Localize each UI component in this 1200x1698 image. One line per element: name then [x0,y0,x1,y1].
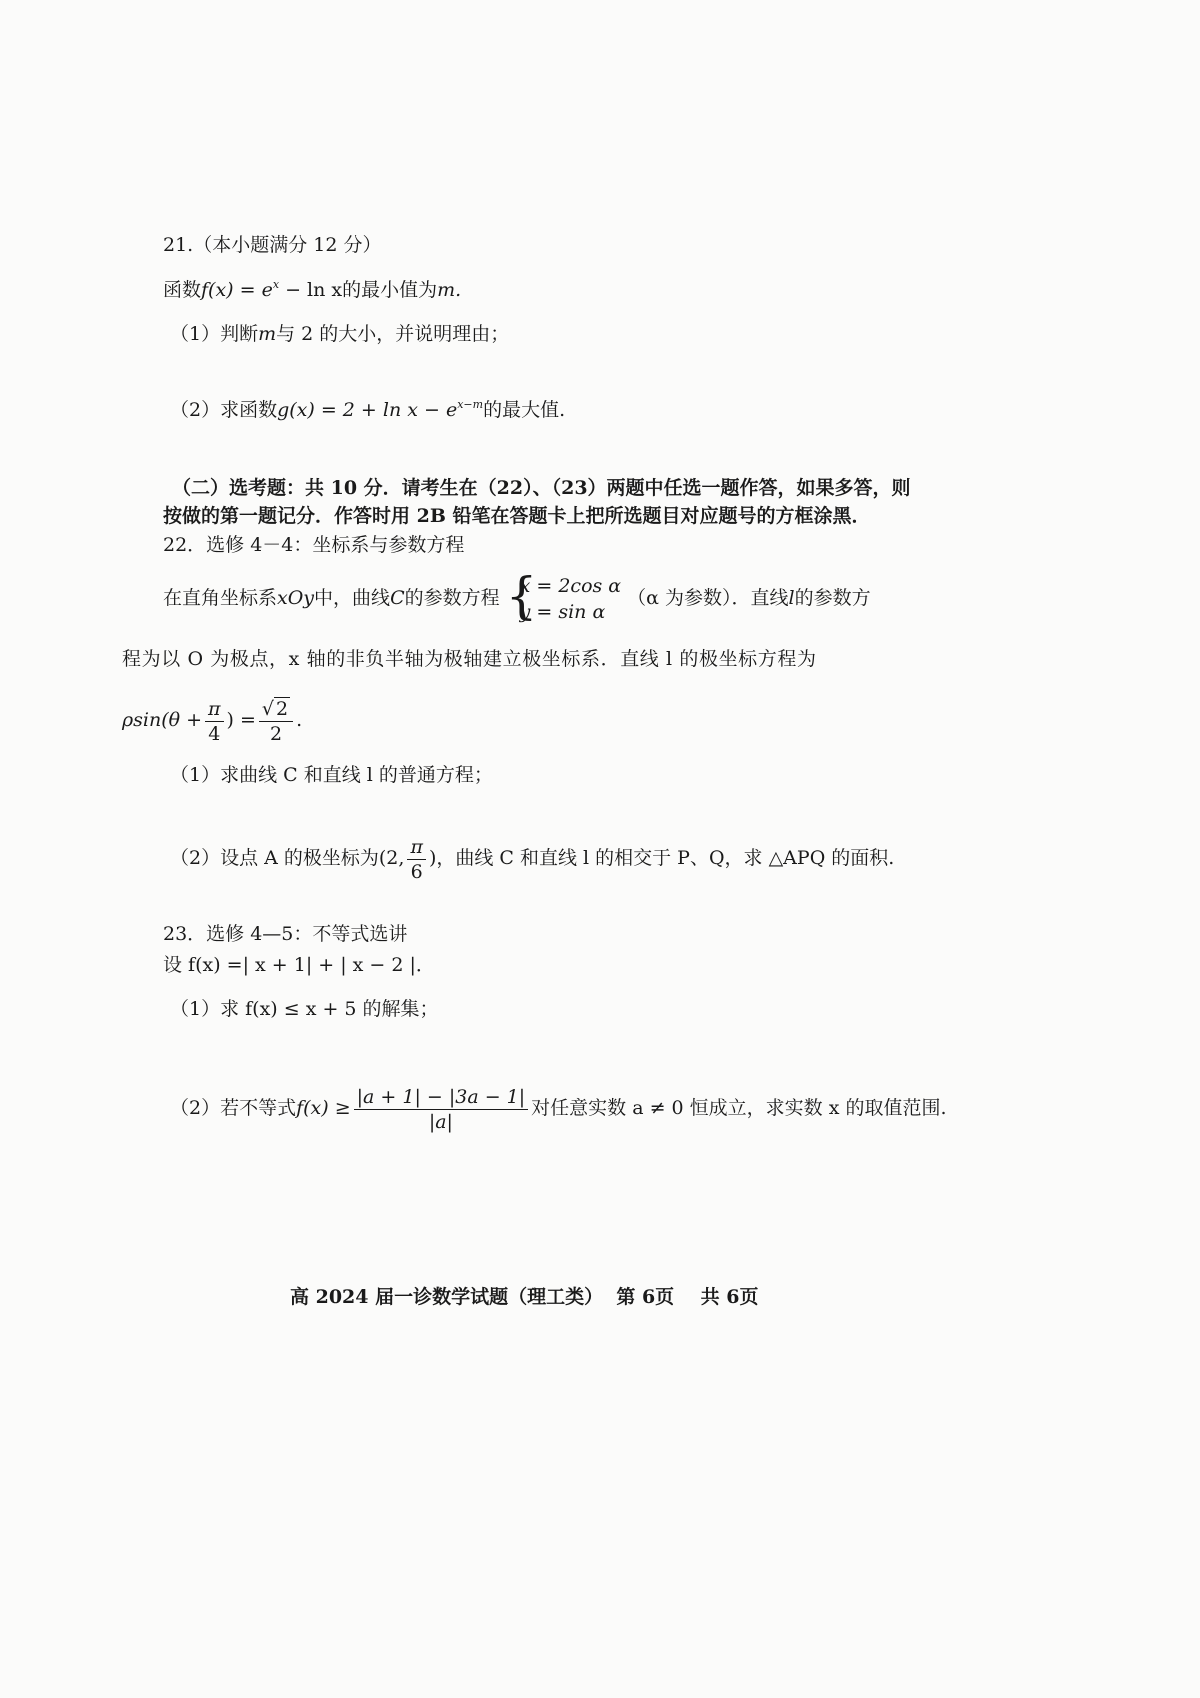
q21-part1 [170,322,509,346]
q22-parametric-system [505,567,622,625]
q21-var-m: m. [437,279,462,301]
q23-part2-a: （2）若不等式 [170,1097,297,1119]
q22-xoy: xOy [277,587,315,609]
q22-system-row1: x = 2cos α [519,575,622,597]
q21-function-g: g(x) = 2 + ln x − e [277,399,458,421]
left-brace-icon: { [505,567,538,625]
q22-part2 [170,832,894,884]
q23-part1: （1）求 f(x) ≤ x + 5 的解集； [170,998,439,1020]
q22-part2-b: ，曲线 C 和直线 l 的相交于 P、Q，求 △APQ 的面积. [436,847,895,869]
fraction-numerator: π [407,836,426,860]
q21-part1-var: m [258,323,277,345]
q22-pi-over-6 [407,836,426,883]
q22-stem-d: 的参数方程 [404,587,500,609]
q22-line-l: l [788,587,795,609]
q22-coord-close: ) [428,847,437,869]
q22-polar-lhs: ρsin(θ + [122,709,203,731]
q22-part2-a: （2）设点 A 的极坐标为 [170,847,379,869]
q22-stem-f: 的参数方 [794,587,871,609]
q22-stem-a: 在直角坐标系 [163,587,278,609]
q21-part2-suffix: 的最大值. [483,399,566,421]
sqrt-icon: √ [261,697,275,720]
q22-stem-e: （α 为参数）．直线 [627,587,789,609]
fraction-denominator: 4 [208,722,221,745]
q22-curve-c: C [390,587,405,609]
q23-header: 23．选修 4—5：不等式选讲 [163,923,408,945]
q22-system-row2: y = sin α [519,601,606,623]
q21-part2-exponent: x−m [457,398,484,411]
q22-stem [163,567,871,626]
q21-part1-text: 与 2 的大小，并说明理由； [276,323,510,345]
q21-stem-prefix: 函数 [163,279,202,301]
q23-fraction [354,1086,529,1133]
fraction-denominator: 2 [269,722,283,745]
q21-part1-label: （1）判断 [170,323,259,345]
q21-stem [163,278,461,302]
q22-part1: （1）求曲线 C 和直线 l 的普通方程； [170,764,493,786]
q21-stem-suffix: 的最小值为 [342,279,438,301]
q21-header: 21.（本小题满分 12 分） [163,234,382,256]
elective-instruction-line1: （二）选考题：共 10 分．请考生在（22）、（23）两题中任选一题作答，如果多答，则 [172,477,911,499]
q23-definition: 设 f(x) =| x + 1| + | x − 2 |． [163,954,435,976]
q21-part2 [170,398,565,422]
q22-pi-over-4 [205,698,224,745]
fraction-denominator: |a| [428,1110,453,1133]
q22-polar-equation [122,694,302,746]
q22-line2: 程为以 O 为极点，x 轴的非负半轴为极轴建立极坐标系．直线 l 的极坐标方程为 [122,648,817,670]
fraction-numerator: |a + 1| − |3a − 1| [354,1086,529,1110]
q21-exponent: x [272,278,280,291]
fraction-numerator: 2 [276,697,289,720]
q22-header: 22．选修 4－4：坐标系与参数方程 [163,534,465,556]
q22-polar-end: . [296,709,303,731]
fraction-denominator: 6 [410,860,423,883]
q22-sqrt2-over-2 [259,698,293,745]
q21-function-rest: − ln x [279,279,343,301]
q22-coord-open: (2, [378,847,405,869]
q21-part2-label: （2）求函数 [170,399,278,421]
q23-part2-f: f(x) ≥ [296,1097,351,1119]
q22-polar-mid: ) = [226,709,256,731]
page-footer: 高 2024 届一诊数学试题（理工类） 第 6页 共 6页 [290,1286,759,1308]
q22-stem-b: 中，曲线 [314,587,391,609]
q23-part2 [170,1078,947,1138]
elective-instruction-line2: 按做的第一题记分．作答时用 2B 铅笔在答题卡上把所选题目对应题号的方框涂黑． [163,505,871,527]
q21-function-f: f(x) = e [201,279,273,301]
q23-part2-b: 对任意实数 a ≠ 0 恒成立，求实数 x 的取值范围. [531,1097,947,1119]
fraction-numerator: π [205,698,224,722]
